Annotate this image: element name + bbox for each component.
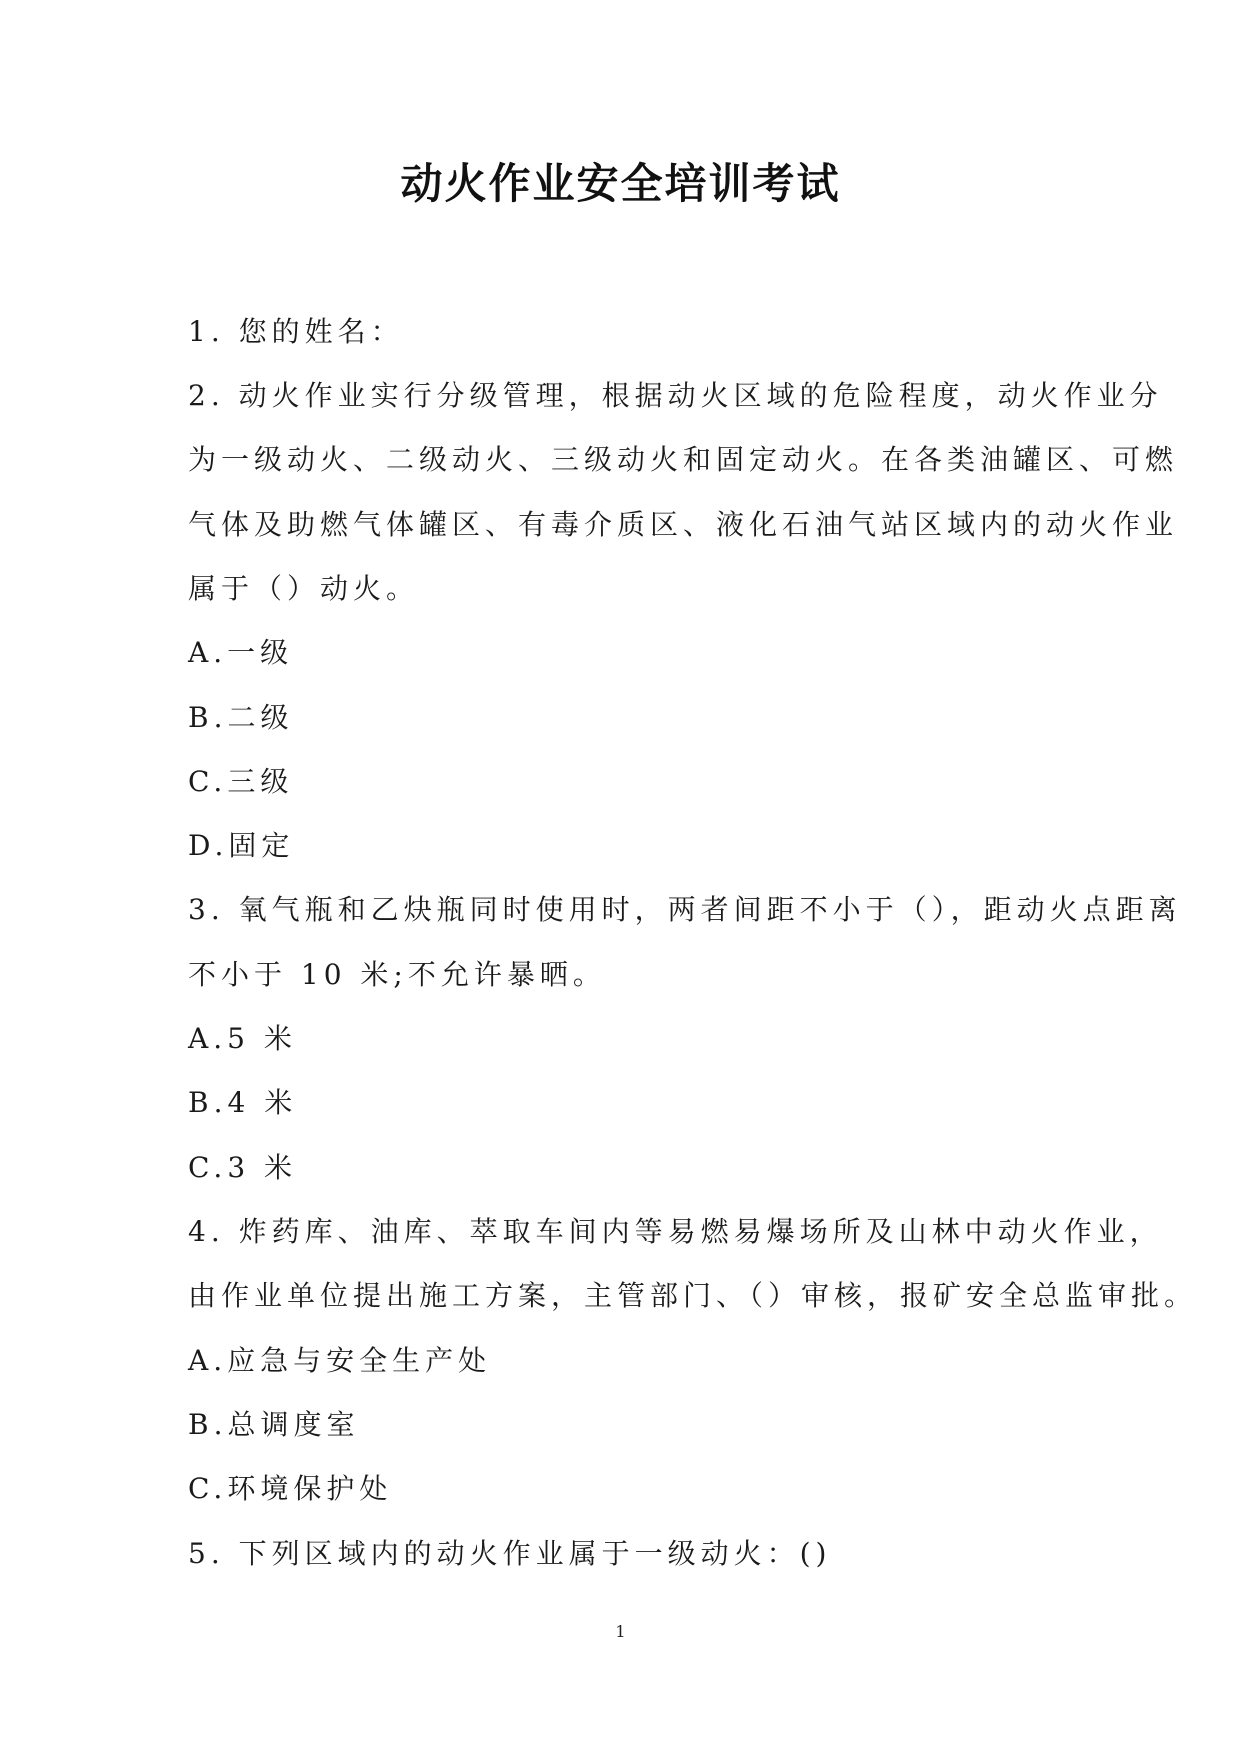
page-number: 1 bbox=[615, 1622, 626, 1641]
question-4-line-2: 由作业单位提出施工方案，主管部门、（）审核，报矿安全总监审批。 bbox=[188, 1279, 1198, 1312]
question-3-option-a: A.5 米 bbox=[188, 1022, 297, 1055]
question-2-line-2: 为一级动火、二级动火、三级动火和固定动火。在各类油罐区、可燃 bbox=[188, 443, 1179, 476]
question-3-line-1: 3. 氧气瓶和乙炔瓶同时使用时，两者间距不小于（），距动火点距离 bbox=[188, 893, 1182, 926]
question-2-line-1: 2. 动火作业实行分级管理，根据动火区域的危险程度，动火作业分 bbox=[188, 379, 1163, 412]
question-2-line-4: 属于（）动火。 bbox=[188, 572, 420, 605]
question-1-name: 1. 您的姓名： bbox=[188, 315, 404, 348]
question-2-option-a: A.一级 bbox=[188, 636, 294, 669]
question-4-option-c: C.环境保护处 bbox=[188, 1472, 393, 1505]
question-2-option-d: D.固定 bbox=[188, 829, 295, 862]
question-5-line-1: 5. 下列区域内的动火作业属于一级动火：() bbox=[188, 1537, 832, 1570]
question-3-option-c: C.3 米 bbox=[188, 1151, 298, 1184]
question-3-line-2: 不小于 10 米;不允许暴晒。 bbox=[188, 958, 606, 991]
question-4-option-a: A.应急与安全生产处 bbox=[188, 1344, 492, 1377]
question-3-option-b: B.4 米 bbox=[188, 1086, 298, 1119]
question-2-option-b: B.二级 bbox=[188, 701, 294, 734]
document-title: 动火作业安全培训考试 bbox=[400, 159, 841, 208]
question-2-line-3: 气体及助燃气体罐区、有毒介质区、液化石油气站区域内的动火作业 bbox=[188, 508, 1179, 541]
question-4-line-1: 4. 炸药库、油库、萃取车间内等易燃易爆场所及山林中动火作业， bbox=[188, 1215, 1163, 1248]
question-4-option-b: B.总调度室 bbox=[188, 1408, 360, 1441]
question-2-option-c: C.三级 bbox=[188, 765, 294, 798]
